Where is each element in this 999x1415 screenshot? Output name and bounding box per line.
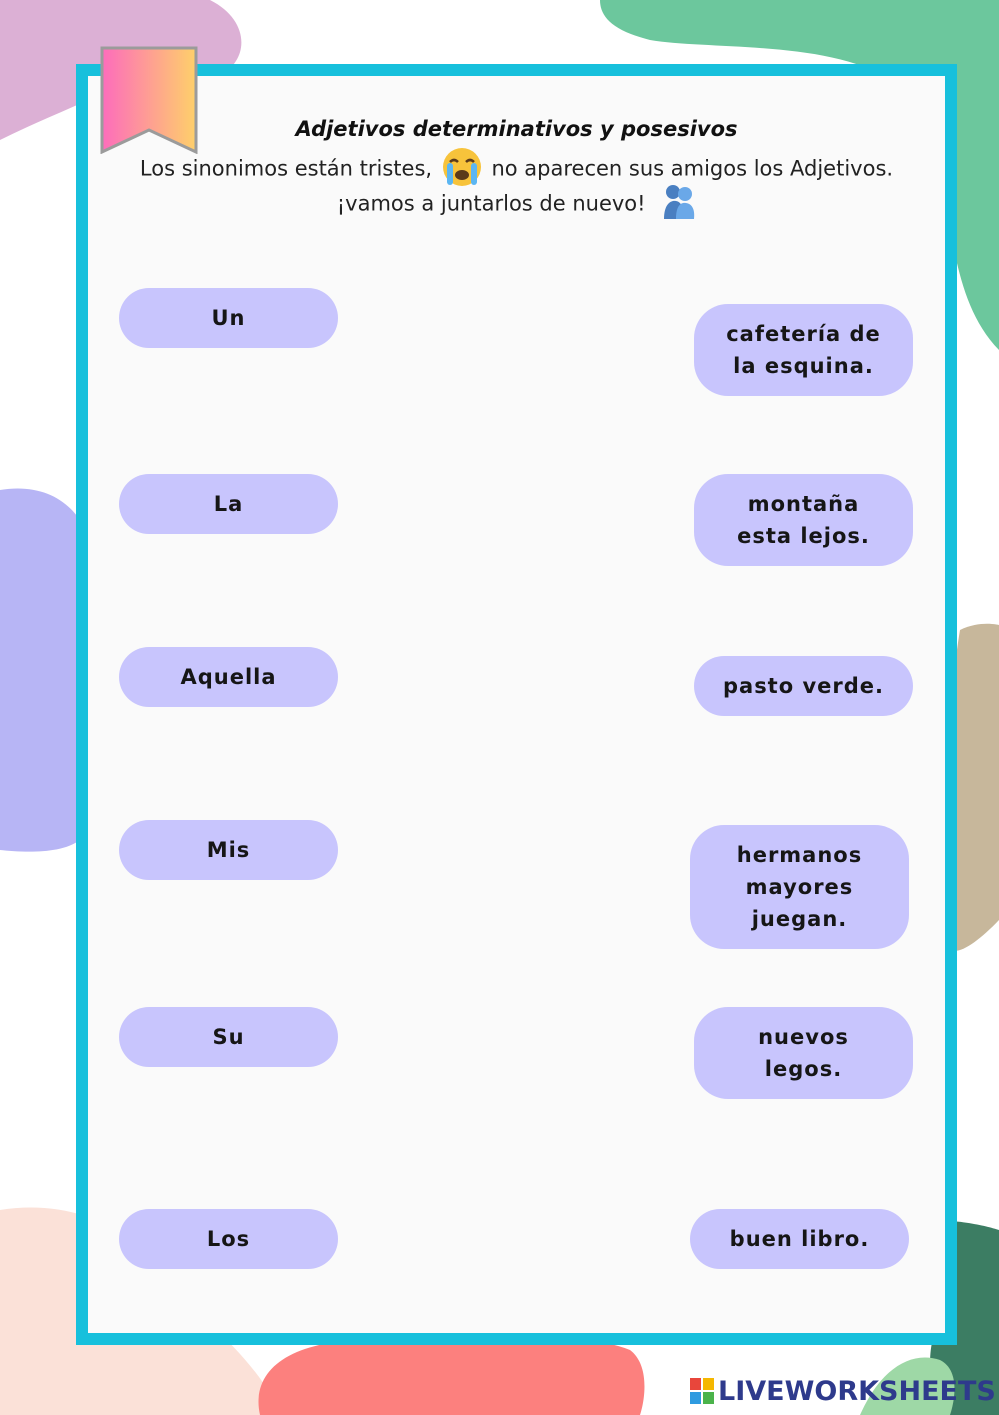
instruction-line-2 xyxy=(88,183,945,226)
right-phrase-5-line-1: nuevos xyxy=(758,1025,849,1049)
instruction-text-after: no aparecen sus amigos los Adjetivos. xyxy=(491,156,894,181)
people-hugging-icon xyxy=(662,183,696,226)
right-phrase-pill-3[interactable] xyxy=(694,656,913,716)
left-word-pill-4[interactable]: Mis xyxy=(119,820,338,880)
right-phrase-4-line-2: mayores xyxy=(745,875,854,899)
right-phrase-pill-6[interactable] xyxy=(690,1209,909,1269)
page-title: Adjetivos determinativos y posesivos xyxy=(295,117,738,141)
right-phrase-2-line-2: esta lejos. xyxy=(737,524,870,548)
liveworksheets-logo xyxy=(690,1374,996,1408)
right-phrase-pill-4[interactable] xyxy=(690,825,909,949)
right-phrase-5-line-2: legos. xyxy=(764,1057,843,1081)
right-phrase-pill-5[interactable] xyxy=(694,1007,913,1099)
left-word-pill-6[interactable]: Los xyxy=(119,1209,338,1269)
left-word-pill-3[interactable]: Aquella xyxy=(119,647,338,707)
right-phrase-4-line-3: juegan. xyxy=(751,907,848,931)
right-phrase-2-line-1: montaña xyxy=(747,492,860,516)
left-word-pill-5[interactable]: Su xyxy=(119,1007,338,1067)
right-phrase-pill-1[interactable] xyxy=(694,304,913,396)
right-phrase-6-line-1: buen libro. xyxy=(729,1227,870,1251)
right-phrase-1-line-1: cafetería de xyxy=(726,322,881,346)
right-phrase-1-line-2: la esquina. xyxy=(733,354,874,378)
left-word-pill-1[interactable]: Un xyxy=(119,288,338,348)
liveworksheets-brand-text: LIVEWORKSHEETS xyxy=(718,1375,996,1407)
instruction-text-before: Los sinonimos están tristes, xyxy=(139,156,433,181)
left-word-pill-2[interactable]: La xyxy=(119,474,338,534)
right-phrase-3-line-1: pasto verde. xyxy=(722,674,885,698)
instruction-text-2: ¡vamos a juntarlos de nuevo! xyxy=(336,191,646,216)
right-phrase-pill-2[interactable] xyxy=(694,474,913,566)
right-phrase-4-line-1: hermanos xyxy=(736,843,863,867)
liveworksheets-logo-icon xyxy=(690,1378,714,1404)
